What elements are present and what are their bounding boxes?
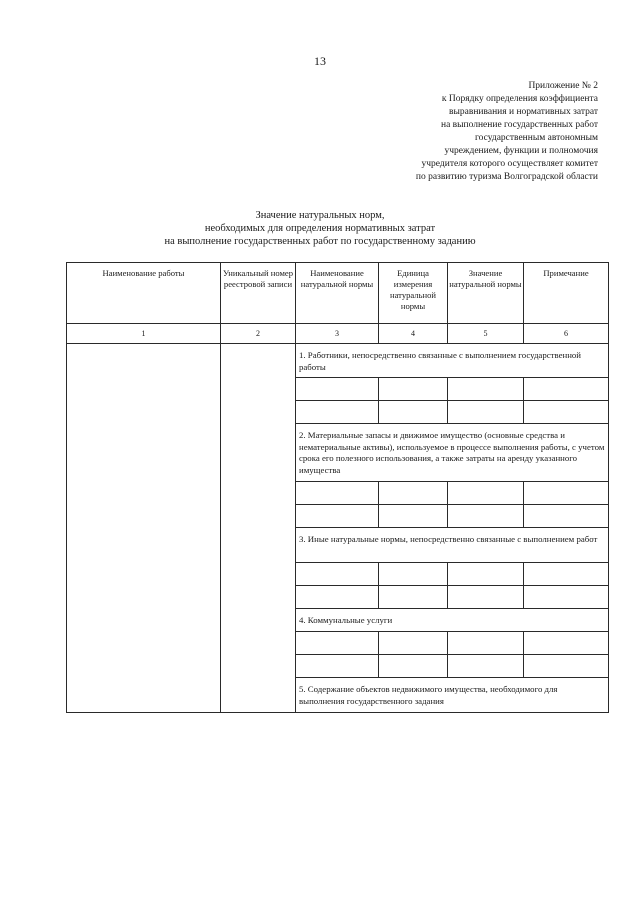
table-cell	[524, 401, 609, 424]
column-header: Значение натуральной нормы	[448, 263, 524, 324]
appendix-line: к Порядку определения коэффициента	[441, 94, 598, 104]
column-header: Уникальный номер реестровой записи	[221, 263, 296, 324]
table-cell	[524, 586, 609, 609]
column-number: 6	[524, 324, 609, 344]
table-cell	[524, 482, 609, 505]
table-cell	[448, 655, 524, 678]
table-cell	[379, 655, 448, 678]
column-number: 4	[379, 324, 448, 344]
appendix-line: государственным автономным	[474, 133, 598, 143]
table-cell	[448, 482, 524, 505]
column-header: Единица измерения натуральной нормы	[379, 263, 448, 324]
appendix-line: по развитию туризма Волгоградской области	[415, 172, 598, 182]
section-heading: 3. Иные натуральные нормы, непосредственно связанные с выполнением работ	[296, 528, 609, 563]
column-number: 2	[221, 324, 296, 344]
column-number-row	[67, 324, 609, 344]
table-cell	[379, 563, 448, 586]
column-header: Наименование натуральной нормы	[296, 263, 379, 324]
table-cell	[379, 378, 448, 401]
column-header: Примечание	[524, 263, 609, 324]
table-cell	[296, 401, 379, 424]
table-cell	[379, 505, 448, 528]
column-number: 5	[448, 324, 524, 344]
table-cell	[524, 378, 609, 401]
column-number: 3	[296, 324, 379, 344]
appendix-line: учредителя которого осуществляет комитет	[421, 159, 598, 169]
table-cell	[296, 586, 379, 609]
table-cell	[296, 632, 379, 655]
table-cell	[524, 655, 609, 678]
appendix-header	[318, 80, 598, 184]
table-cell	[296, 505, 379, 528]
table-cell	[379, 482, 448, 505]
appendix-line: Приложение № 2	[528, 81, 598, 91]
appendix-line: выравнивания и нормативных затрат	[449, 107, 598, 117]
table-cell	[524, 505, 609, 528]
table-cell	[296, 482, 379, 505]
title-line: необходимых для определения нормативных затрат	[204, 223, 436, 234]
table-cell	[379, 632, 448, 655]
table-cell	[448, 563, 524, 586]
table-cell	[448, 505, 524, 528]
appendix-line: учреждением, функции и полномочия	[444, 146, 598, 156]
title-line: Значение натуральных норм,	[255, 210, 385, 221]
table-cell	[296, 655, 379, 678]
section-heading: 5. Содержание объектов недвижимого имущества, необходимого для выполнения государственного задания	[296, 678, 609, 713]
appendix-line: на выполнение государственных работ	[440, 120, 598, 130]
table-header-row	[67, 263, 609, 324]
table-cell	[448, 586, 524, 609]
page-number: 13	[314, 54, 326, 68]
table-cell	[524, 563, 609, 586]
column-number: 1	[67, 324, 221, 344]
table-cell	[379, 401, 448, 424]
title-line: на выполнение государственных работ по государственному заданию	[164, 236, 476, 247]
table-cell	[448, 378, 524, 401]
table-cell	[296, 563, 379, 586]
table-cell	[448, 632, 524, 655]
work-name-cell	[67, 344, 221, 713]
table-cell	[379, 586, 448, 609]
table-cell	[296, 378, 379, 401]
document-title	[0, 209, 640, 248]
section-heading: 4. Коммунальные услуги	[296, 609, 609, 632]
registry-number-cell	[221, 344, 296, 713]
natural-norms-table	[66, 262, 609, 713]
section-heading: 2. Материальные запасы и движимое имущество (основные средства и нематериальные активы), используемое в процессе выполнения работы, с учетом срока его полезного использования, а также затраты на аренду указанного имущества	[296, 424, 609, 482]
table-cell	[448, 401, 524, 424]
section-heading: 1. Работники, непосредственно связанные с выполнением государственной работы	[296, 344, 609, 378]
section-row	[67, 344, 609, 378]
column-header: Наименование работы	[67, 263, 221, 324]
table-cell	[524, 632, 609, 655]
